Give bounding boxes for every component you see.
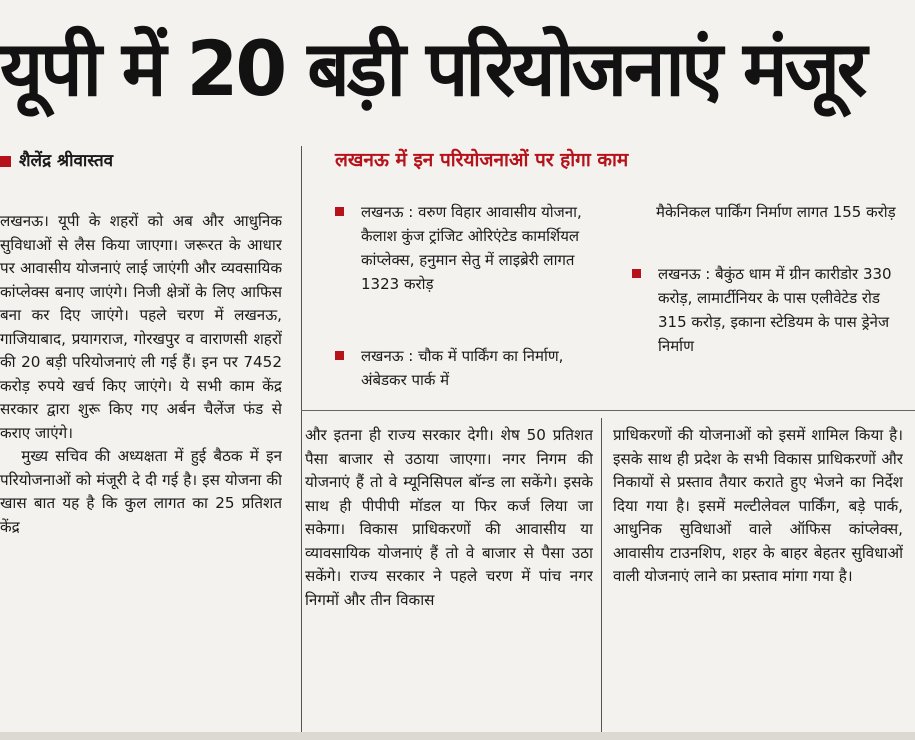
headline: यूपी में 20 बड़ी परियोजनाएं मंजूर (0, 24, 865, 113)
bullet-marker-icon (335, 207, 344, 216)
article-paragraph: और इतना ही राज्य सरकार देगी। शेष 50 प्रतिशत पैसा बाजार से उठाया जाएगा। नगर निगम की योजनाएं हैं तो वे म्यूनिसिपल बॉन्ड ला सकेंगे। इसके साथ ही पीपीपी मॉडल या फिर कर्ज लिया जा सकेगा। विकास प्राधिकरणों की आवासीय या व्यावसायिक योजनाएं हैं तो वे बाजार से पैसा उठा सकेंगे। राज्य सरकार ने पहले चरण में पांच नगर निगमों और तीन विकास (305, 426, 593, 609)
box-item-text: मैकेनिकल पार्किंग निर्माण लागत 155 करोड़ (656, 203, 896, 221)
bullet-marker-icon (632, 269, 641, 278)
box-title: लखनऊ में इन परियोजनाओं पर होगा काम (335, 149, 629, 171)
article-column-3 (613, 424, 903, 730)
article-column-2 (305, 424, 593, 730)
box-item-text: लखनऊ : बैकुंठ धाम में ग्रीन कारीडोर 330 करोड़, लामार्टीनियर के पास एलीवेटेड रोड 315 करोड़, इकाना स्टेडियम के पास ड्रेनेज निर्माण (658, 265, 892, 355)
byline (0, 148, 113, 171)
article-column-1 (0, 210, 282, 730)
box-bottom-rule (301, 410, 915, 411)
box-item (632, 262, 902, 358)
byline-author: शैलेंद्र श्रीवास्तव (19, 151, 114, 171)
column-divider-right (601, 418, 602, 732)
article-paragraph: प्राधिकरणों की योजनाओं को इसमें शामिल किया है। इसके साथ ही प्रदेश के सभी विकास प्राधिकरणों और निकायों से प्रस्ताव तैयार कराते हुए भेजने का निर्देश दिया गया है। इसमें मल्टीलेवल पार्किंग, बड़े पार्क, आधुनिक सुविधाओं वाले ऑफिस कांप्लेक्स, आवासीय टाउनशिप, शहर के बाहर बेहतर सुविधाओं वाली योजनाएं लाने का प्रस्ताव मांगा गया है। (613, 426, 903, 585)
bullet-marker-icon (335, 351, 344, 360)
article-paragraph: लखनऊ। यूपी के शहरों को अब और आधुनिक सुविधाओं से लैस किया जाएगा। जरूरत के आधार पर आवासीय योजनाएं लाई जाएंगी और व्यवसायिक कांप्लेक्स बनाए जाएंगे। निजी क्षेत्रों के लिए आफिस बना कर दिए जाएंगे। पहले चरण में लखनऊ, गाजियाबाद, प्रयागराज, गोरखपुर व वाराणसी शहरों की 20 बड़ी परियोजनाएं ली गई हैं। इन पर 7452 करोड़ रुपये खर्च किए जाएंगे। ये सभी काम केंद्र सरकार द्वारा शुरू किए गए अर्बन चैलेंज फंड से कराए जाएंगे। (0, 212, 282, 442)
box-item-text: लखनऊ : वरुण विहार आवासीय योजना, कैलाश कुंज ट्रांजिट ओरिएंटेड कामर्शियल कांप्लेक्स, हनुमान सेतु में लाइब्रेरी लागत 1323 करोड़ (361, 203, 582, 293)
box-item (335, 200, 595, 296)
column-divider-main (301, 146, 302, 732)
article-paragraph: मुख्य सचिव की अध्यक्षता में हुई बैठक में इन परियोजनाओं को मंजूरी दे दी गई है। इस योजना की खास बात यह है कि कुल लागत का 25 प्रतिशत केंद्र (0, 447, 282, 536)
box-item (335, 344, 595, 392)
box-item-text: लखनऊ : चौक में पार्किंग का निर्माण, अंबेडकर पार्क में (361, 347, 564, 389)
byline-marker-icon (0, 156, 11, 167)
box-item (632, 200, 902, 224)
page-edge (0, 732, 915, 740)
